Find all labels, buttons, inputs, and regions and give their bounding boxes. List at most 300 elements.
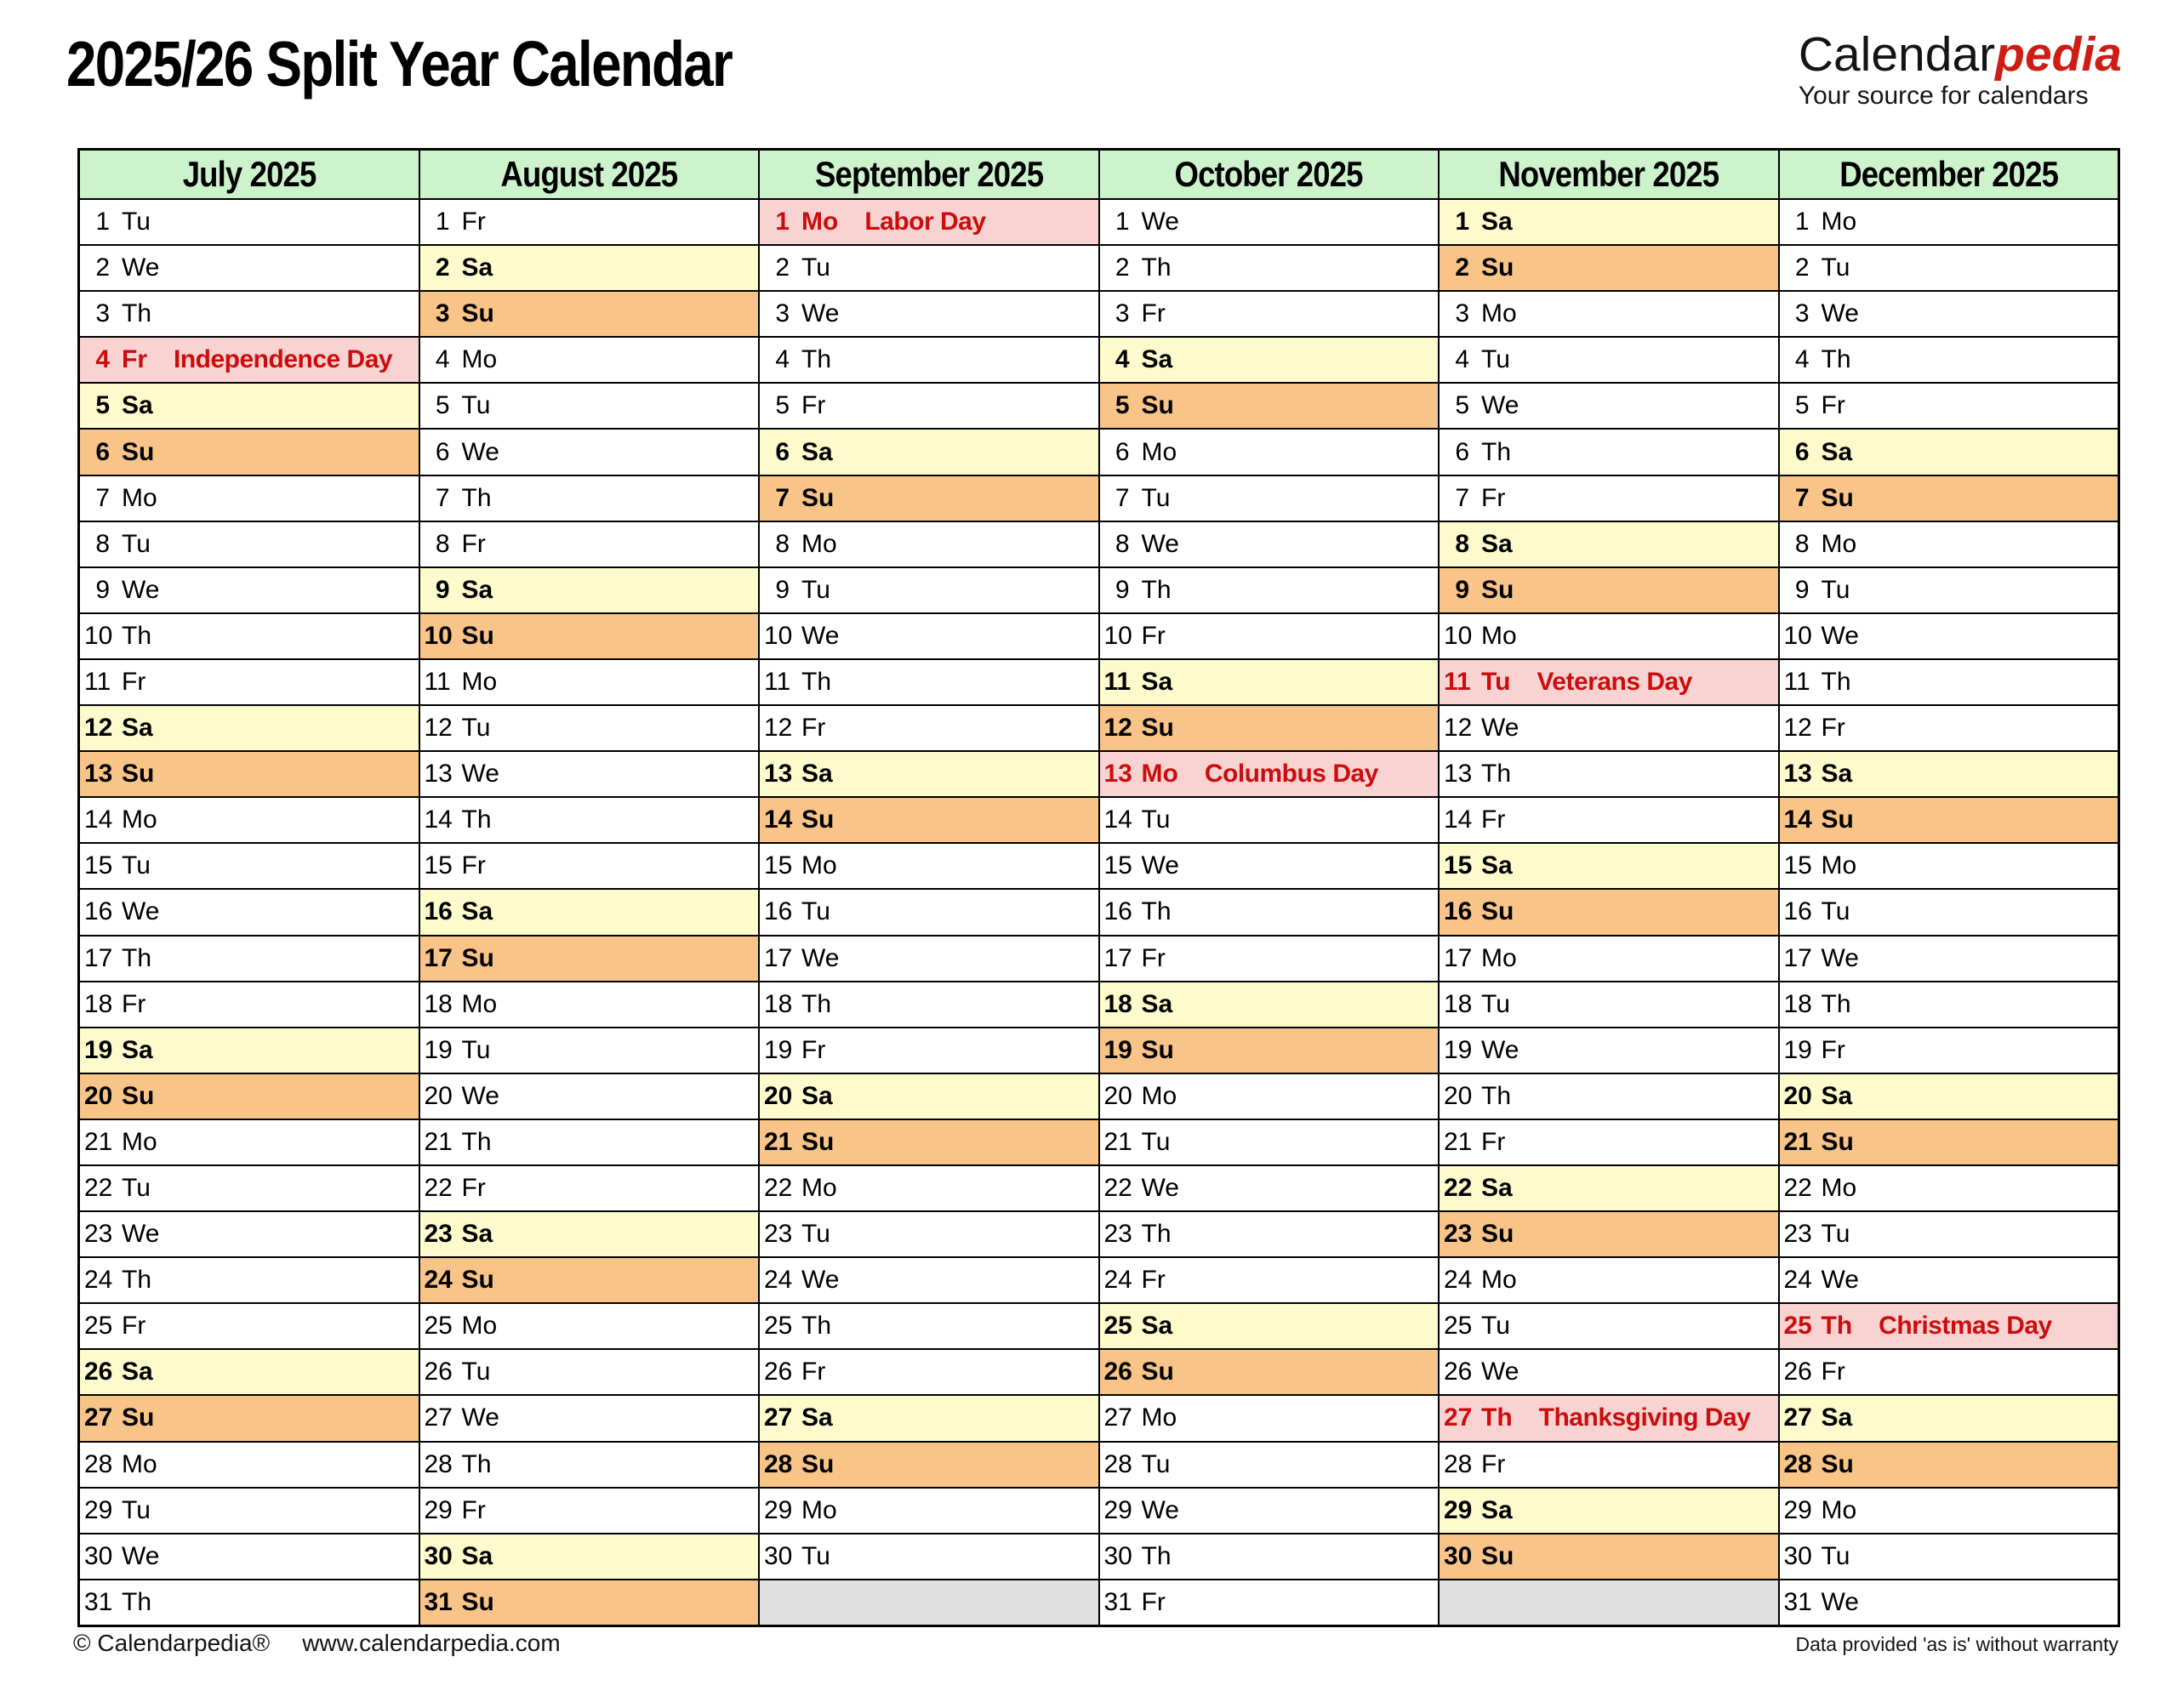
day-cell-october-29 [1100, 1489, 1439, 1534]
weekday-label: Tu [801, 1220, 830, 1249]
day-number: 26 [1783, 1358, 1812, 1386]
day-cell-december-1 [1780, 200, 2118, 246]
day-cell-october-7 [1100, 476, 1439, 522]
weekday-label: Th [1141, 897, 1172, 926]
day-number: 25 [1783, 1312, 1812, 1341]
day-cell-december-24 [1780, 1258, 2118, 1304]
weekday-label: Su [1821, 483, 1854, 512]
day-cell-december-21 [1780, 1120, 2118, 1166]
day-number: 11 [1444, 667, 1471, 696]
weekday-label: Su [1141, 391, 1174, 420]
weekday-label: Tu [122, 1495, 151, 1524]
day-number: 15 [84, 851, 113, 880]
weekday-label: Sa [461, 575, 493, 604]
page-title-text: 2025/26 Split Year Calendar [66, 28, 733, 100]
weekday-label: Tu [1481, 989, 1510, 1018]
day-cell-october-30 [1100, 1534, 1439, 1580]
footer-copyright [73, 1630, 561, 1657]
day-number: 23 [1444, 1220, 1473, 1249]
day-number: 19 [1444, 1035, 1473, 1064]
weekday-label: Fr [801, 1358, 826, 1386]
day-number: 28 [1783, 1449, 1812, 1478]
day-cell-november-17 [1440, 937, 1778, 982]
day-cell-november-13 [1440, 752, 1778, 798]
day-cell-october-9 [1100, 568, 1439, 614]
weekday-label: Tu [1141, 1449, 1171, 1478]
weekday-label: We [801, 1266, 840, 1295]
day-number: 6 [1455, 437, 1469, 466]
day-number: 14 [1783, 806, 1812, 834]
day-number: 18 [1103, 989, 1132, 1018]
weekday-label: Sa [1821, 1081, 1853, 1110]
day-cell-november-14 [1440, 798, 1778, 844]
weekday-label: Fr [1481, 1127, 1506, 1156]
day-cell-august-13 [420, 752, 759, 798]
weekday-label: Sa [1821, 1403, 1853, 1432]
day-cell-november-24 [1440, 1258, 1778, 1304]
day-number: 25 [1103, 1312, 1132, 1341]
day-number: 30 [84, 1541, 113, 1570]
day-number: 10 [84, 621, 113, 650]
page-title [66, 28, 733, 100]
day-cell-december-22 [1780, 1166, 2118, 1212]
day-number: 19 [1103, 1035, 1132, 1064]
weekday-label: Mo [1821, 529, 1857, 558]
day-cell-october-12 [1100, 706, 1439, 752]
day-cell-november-22 [1440, 1166, 1778, 1212]
logo-wordmark-black: Calendar [1798, 27, 1996, 82]
day-number: 28 [84, 1449, 113, 1478]
weekday-label: Su [122, 1081, 155, 1110]
day-number: 24 [1783, 1266, 1812, 1295]
day-cell-july-20 [80, 1074, 419, 1120]
day-cell-october-2 [1100, 246, 1439, 292]
weekday-label: Sa [1481, 1174, 1513, 1203]
day-number: 22 [84, 1174, 113, 1203]
day-number: 20 [1103, 1081, 1132, 1110]
day-number: 1 [435, 208, 450, 236]
day-number: 7 [775, 483, 790, 512]
day-number: 30 [764, 1541, 793, 1570]
day-cell-august-5 [420, 384, 759, 430]
weekday-label: Tu [1481, 667, 1511, 696]
logo-tagline: Your source for calendars [1798, 82, 2089, 110]
holiday-label: Thanksgiving Day [1538, 1403, 1751, 1432]
day-cell-july-18 [80, 982, 419, 1028]
day-number: 28 [424, 1449, 453, 1478]
weekday-label: We [461, 1081, 499, 1110]
month-column-october [1100, 151, 1440, 1625]
day-number: 12 [1783, 714, 1812, 743]
day-number: 3 [1455, 299, 1469, 328]
day-number: 9 [95, 575, 110, 604]
month-header-october [1100, 151, 1439, 200]
day-number: 17 [1103, 943, 1132, 972]
day-number: 3 [1794, 299, 1810, 328]
day-cell-july-1 [80, 200, 419, 246]
day-cell-september-16 [760, 890, 1098, 936]
day-number: 14 [1103, 806, 1132, 834]
day-cell-november-10 [1440, 614, 1778, 660]
weekday-label: Fr [801, 1035, 826, 1064]
website-text: www.calendarpedia.com [302, 1630, 561, 1656]
day-cell-july-14 [80, 798, 419, 844]
day-cell-september-22 [760, 1166, 1098, 1212]
day-number: 2 [1794, 253, 1810, 282]
day-cell-september-9 [760, 568, 1098, 614]
day-number: 4 [95, 345, 110, 374]
month-header-label: August 2025 [500, 154, 678, 194]
day-number: 17 [424, 943, 453, 972]
weekday-label: Mo [1821, 851, 1857, 880]
day-number: 5 [775, 391, 790, 420]
day-number: 17 [1444, 943, 1473, 972]
day-cell-november-2 [1440, 246, 1778, 292]
weekday-label: Tu [461, 1035, 491, 1064]
day-number: 29 [764, 1495, 793, 1524]
day-number: 16 [424, 897, 453, 926]
weekday-label: Tu [1481, 1312, 1510, 1341]
weekday-label: Mo [1481, 1266, 1517, 1295]
weekday-label: Th [461, 483, 492, 512]
weekday-label: Mo [1141, 1403, 1177, 1432]
day-cell-september-29 [760, 1489, 1098, 1534]
day-cell-september-2 [760, 246, 1098, 292]
day-cell-september-1 [760, 200, 1098, 246]
weekday-label: Th [122, 1266, 152, 1295]
logo-wordmark [1798, 27, 2122, 82]
day-cell-december-12 [1780, 706, 2118, 752]
day-cell-july-28 [80, 1443, 419, 1489]
weekday-label: Th [801, 345, 832, 374]
day-number: 15 [1103, 851, 1132, 880]
day-number: 14 [764, 806, 793, 834]
weekday-label: Mo [461, 667, 498, 696]
day-cell-october-31 [1100, 1580, 1439, 1625]
weekday-label: Su [461, 621, 494, 650]
day-number: 9 [435, 575, 450, 604]
day-cell-july-11 [80, 660, 419, 706]
day-cell-july-8 [80, 522, 419, 568]
day-cell-december-11 [1780, 660, 2118, 706]
weekday-label: Sa [461, 1220, 493, 1249]
day-number: 26 [84, 1358, 113, 1386]
day-cell-october-11 [1100, 660, 1439, 706]
weekday-label: Tu [1821, 253, 1850, 282]
weekday-label: Mo [1821, 1495, 1857, 1524]
day-number: 9 [1115, 575, 1130, 604]
weekday-label: Th [1481, 437, 1512, 466]
day-cell-november-12 [1440, 706, 1778, 752]
calendarpedia-logo [1798, 27, 2122, 111]
day-cell-december-13 [1780, 752, 2118, 798]
weekday-label: Tu [122, 851, 151, 880]
day-number: 10 [1783, 621, 1812, 650]
day-number: 24 [764, 1266, 793, 1295]
month-column-august [420, 151, 761, 1625]
day-cell-july-21 [80, 1120, 419, 1166]
day-cell-september-3 [760, 292, 1098, 338]
weekday-label: Th [801, 989, 832, 1018]
day-cell-september-4 [760, 338, 1098, 384]
weekday-label: Sa [1821, 437, 1853, 466]
day-number: 1 [1455, 208, 1469, 236]
day-cell-july-6 [80, 430, 419, 475]
weekday-label: Mo [801, 208, 839, 236]
day-cell-december-15 [1780, 844, 2118, 890]
day-cell-september-26 [760, 1350, 1098, 1396]
day-number: 27 [1444, 1403, 1473, 1432]
day-number: 23 [1783, 1220, 1812, 1249]
day-cell-november-27 [1440, 1396, 1778, 1442]
day-number: 4 [775, 345, 790, 374]
day-number: 18 [1783, 989, 1812, 1018]
day-number: 2 [95, 253, 110, 282]
footer-disclaimer: Data provided 'as is' without warranty [1795, 1633, 2118, 1655]
day-number: 29 [1783, 1495, 1812, 1524]
weekday-label: Tu [1141, 806, 1171, 834]
day-cell-august-29 [420, 1489, 759, 1534]
day-cell-november-20 [1440, 1074, 1778, 1120]
day-number: 16 [764, 897, 793, 926]
day-cell-august-6 [420, 430, 759, 475]
day-cell-october-4 [1100, 338, 1439, 384]
day-cell-july-7 [80, 476, 419, 522]
weekday-label: Su [122, 760, 155, 789]
day-number: 8 [1115, 529, 1130, 558]
day-cell-july-22 [80, 1166, 419, 1212]
day-number: 21 [1444, 1127, 1473, 1156]
day-cell-december-2 [1780, 246, 2118, 292]
weekday-label: Fr [1481, 483, 1506, 512]
day-number: 26 [764, 1358, 793, 1386]
day-cell-november-19 [1440, 1028, 1778, 1074]
day-number: 3 [1115, 299, 1130, 328]
weekday-label: Fr [122, 1312, 146, 1341]
day-number: 27 [1103, 1403, 1132, 1432]
weekday-label: Mo [122, 1127, 157, 1156]
day-cell-september-20 [760, 1074, 1098, 1120]
weekday-label: Su [461, 1266, 494, 1295]
month-column-december [1780, 151, 2118, 1625]
day-cell-november-6 [1440, 430, 1778, 475]
day-cell-december-23 [1780, 1212, 2118, 1258]
day-cell-october-22 [1100, 1166, 1439, 1212]
day-number: 26 [424, 1358, 453, 1386]
month-header-label: September 2025 [814, 154, 1043, 194]
day-number: 13 [424, 760, 453, 789]
day-cell-december-5 [1780, 384, 2118, 430]
weekday-label: Sa [122, 391, 153, 420]
month-column-november [1440, 151, 1780, 1625]
weekday-label: Fr [461, 1174, 486, 1203]
weekday-label: Su [1821, 1127, 1854, 1156]
weekday-label: We [1481, 391, 1519, 420]
day-cell-september-28 [760, 1443, 1098, 1489]
day-number: 28 [1444, 1449, 1473, 1478]
day-number: 22 [424, 1174, 453, 1203]
day-number: 11 [1103, 667, 1132, 696]
weekday-label: Fr [1481, 806, 1506, 834]
day-cell-september-7 [760, 476, 1098, 522]
weekday-label: Fr [1141, 943, 1166, 972]
weekday-label: Mo [1821, 208, 1857, 236]
day-cell-august-4 [420, 338, 759, 384]
day-cell-october-26 [1100, 1350, 1439, 1396]
month-header-label: November 2025 [1498, 154, 1719, 194]
holiday-label: Veterans Day [1537, 667, 1692, 696]
weekday-label: Th [1481, 1403, 1513, 1432]
weekday-label: Th [1821, 345, 1851, 374]
day-number: 22 [1103, 1174, 1132, 1203]
weekday-label: We [1481, 714, 1519, 743]
day-cell-december-27 [1780, 1396, 2118, 1442]
day-number: 3 [95, 299, 110, 328]
day-number: 5 [1794, 391, 1810, 420]
day-number: 24 [1444, 1266, 1473, 1295]
day-number: 27 [1783, 1403, 1812, 1432]
weekday-label: Fr [1141, 1266, 1166, 1295]
weekday-label: Sa [801, 1081, 833, 1110]
weekday-label: Sa [122, 1358, 153, 1386]
day-number: 24 [424, 1266, 453, 1295]
day-number: 7 [1455, 483, 1469, 512]
day-cell-september-12 [760, 706, 1098, 752]
holiday-label: Columbus Day [1204, 760, 1378, 789]
day-number: 21 [84, 1127, 113, 1156]
weekday-label: Su [122, 437, 155, 466]
day-number: 21 [424, 1127, 453, 1156]
weekday-label: Th [1141, 575, 1172, 604]
day-cell-november-5 [1440, 384, 1778, 430]
day-number: 12 [84, 714, 113, 743]
weekday-label: Sa [801, 437, 833, 466]
holiday-label: Labor Day [864, 208, 986, 236]
weekday-label: We [461, 760, 499, 789]
day-cell-october-23 [1100, 1212, 1439, 1258]
day-cell-december-4 [1780, 338, 2118, 384]
day-number: 5 [95, 391, 110, 420]
day-cell-october-10 [1100, 614, 1439, 660]
weekday-label: Su [1141, 714, 1174, 743]
day-cell-september-10 [760, 614, 1098, 660]
day-cell-november-8 [1440, 522, 1778, 568]
weekday-label: Th [461, 1127, 492, 1156]
weekday-label: Su [1481, 1220, 1514, 1249]
day-number: 23 [764, 1220, 793, 1249]
day-cell-december-31 [1780, 1580, 2118, 1625]
weekday-label: Sa [801, 1403, 833, 1432]
day-number: 16 [1444, 897, 1473, 926]
day-number: 4 [435, 345, 450, 374]
day-cell-august-7 [420, 476, 759, 522]
day-number: 18 [84, 989, 113, 1018]
day-number: 8 [435, 529, 450, 558]
weekday-label: Tu [1141, 483, 1171, 512]
weekday-label: Mo [1481, 299, 1517, 328]
weekday-label: Th [1481, 760, 1512, 789]
day-cell-december-17 [1780, 937, 2118, 982]
weekday-label: Fr [1141, 621, 1166, 650]
day-number: 31 [424, 1587, 453, 1616]
weekday-label: We [122, 575, 160, 604]
day-cell-august-21 [420, 1120, 759, 1166]
weekday-label: Mo [801, 851, 837, 880]
weekday-label: Tu [122, 1174, 151, 1203]
day-number: 20 [424, 1081, 453, 1110]
day-cell-august-16 [420, 890, 759, 936]
day-cell-october-27 [1100, 1396, 1439, 1442]
weekday-label: We [122, 1541, 160, 1570]
weekday-label: Tu [801, 575, 830, 604]
day-number: 12 [424, 714, 453, 743]
day-cell-december-30 [1780, 1534, 2118, 1580]
day-cell-august-22 [420, 1166, 759, 1212]
weekday-label: Fr [122, 667, 146, 696]
day-number: 10 [424, 621, 453, 650]
day-number: 16 [84, 897, 113, 926]
day-number: 17 [84, 943, 113, 972]
weekday-label: Tu [801, 897, 830, 926]
month-header-july [80, 151, 419, 200]
weekday-label: Tu [801, 253, 830, 282]
day-cell-december-7 [1780, 476, 2118, 522]
day-cell-november-28 [1440, 1443, 1778, 1489]
day-cell-july-25 [80, 1304, 419, 1350]
day-number: 9 [1455, 575, 1469, 604]
day-cell-july-12 [80, 706, 419, 752]
holiday-label: Independence Day [174, 345, 393, 374]
weekday-label: Tu [1821, 897, 1850, 926]
day-cell-august-12 [420, 706, 759, 752]
day-cell-september-18 [760, 982, 1098, 1028]
day-number: 23 [424, 1220, 453, 1249]
day-cell-december-18 [1780, 982, 2118, 1028]
day-number: 11 [764, 667, 791, 696]
day-number: 8 [1794, 529, 1810, 558]
weekday-label: We [1141, 1495, 1179, 1524]
weekday-label: Fr [461, 529, 486, 558]
day-cell-november-23 [1440, 1212, 1778, 1258]
day-number: 30 [424, 1541, 453, 1570]
day-cell-december-20 [1780, 1074, 2118, 1120]
day-cell-august-11 [420, 660, 759, 706]
weekday-label: Fr [461, 1495, 486, 1524]
day-cell-august-19 [420, 1028, 759, 1074]
day-number: 26 [1444, 1358, 1473, 1386]
day-number: 6 [1794, 437, 1810, 466]
weekday-label: Sa [1821, 760, 1853, 789]
weekday-label: Su [1481, 897, 1514, 926]
day-cell-september-6 [760, 430, 1098, 475]
day-cell-december-6 [1780, 430, 2118, 475]
weekday-label: We [801, 621, 840, 650]
day-number: 6 [1115, 437, 1130, 466]
day-cell-october-1 [1100, 200, 1439, 246]
weekday-label: Fr [801, 714, 826, 743]
day-cell-september-25 [760, 1304, 1098, 1350]
day-number: 18 [1444, 989, 1473, 1018]
day-cell-august-14 [420, 798, 759, 844]
day-cell-august-8 [420, 522, 759, 568]
day-cell-september-8 [760, 522, 1098, 568]
day-cell-august-10 [420, 614, 759, 660]
weekday-label: Mo [461, 989, 498, 1018]
day-cell-september-27 [760, 1396, 1098, 1442]
month-header-label: July 2025 [182, 154, 316, 194]
day-cell-september-17 [760, 937, 1098, 982]
day-cell-july-17 [80, 937, 419, 982]
